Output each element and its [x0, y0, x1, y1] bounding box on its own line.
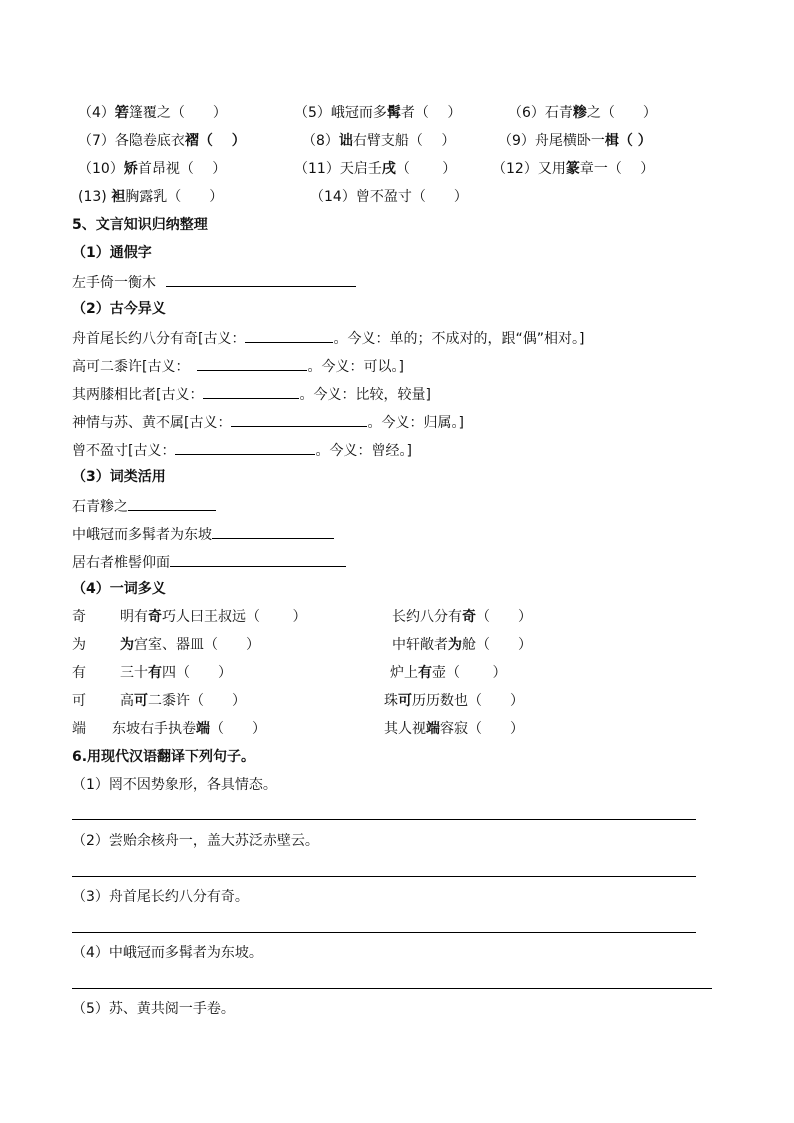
section6-title: 6.用现代汉语翻译下列句子。	[72, 749, 256, 765]
yici-right: 长约八分有奇（ ）	[392, 609, 532, 625]
yici-char: 端	[72, 721, 86, 737]
answer-line[interactable]	[72, 988, 712, 989]
translate-item-2: （2）尝贻余核舟一，盖大苏泛赤壁云。	[72, 833, 319, 849]
tongjiazi-heading: （1）通假字	[72, 245, 152, 261]
answer-blank[interactable]	[231, 411, 367, 427]
translate-item-4: （4）中峨冠而多髯者为东坡。	[72, 945, 263, 961]
q4-item-11: （11）天启壬戌（ ）	[294, 161, 457, 177]
answer-line[interactable]	[72, 932, 696, 933]
yici-char: 可	[72, 693, 86, 709]
answer-blank[interactable]	[128, 495, 216, 511]
q4-item-8: （8）诎右臂支船（ ）	[302, 133, 456, 149]
gujin-line-5: 曾不盈寸[古义： 。今义：曾经。]	[72, 439, 412, 461]
tongjiazi-line: 左手倚一衡木	[72, 271, 356, 293]
yici-left: 三十有四（ ）	[120, 665, 232, 681]
cilei-line-2: 中峨冠而多髯者为东坡	[72, 523, 334, 545]
translate-item-1: （1）罔不因势象形，各具情态。	[72, 777, 277, 793]
translate-item-3: （3）舟首尾长约八分有奇。	[72, 889, 249, 905]
yici-left: 明有奇巧人曰王叔远（ ）	[120, 609, 307, 625]
gujin-line-1: 舟首尾长约八分有奇[古义： 。今义：单的；不成对的，跟“偶”相对。]	[72, 327, 584, 349]
cilei-line-1: 石青糁之	[72, 495, 216, 517]
q4-item-9: （9）舟尾横卧一楫（ ）	[498, 133, 652, 149]
q4-item-5: （5）峨冠而多髯者（ ）	[294, 105, 462, 121]
yici-left: 为宫室、器皿（ ）	[120, 637, 260, 653]
answer-blank[interactable]	[166, 271, 356, 287]
gujin-line-4: 神情与苏、黄不属[古义： 。今义：归属。]	[72, 411, 464, 433]
cilei-heading: （3）词类活用	[72, 469, 166, 485]
answer-blank[interactable]	[197, 355, 307, 371]
q4-item-6: （6）石青糁之（ ）	[508, 105, 657, 121]
q4-item-13: (13) 袒胸露乳（ ）	[78, 189, 224, 205]
yici-right: 珠可历历数也（ ）	[384, 693, 524, 709]
answer-line[interactable]	[72, 876, 696, 877]
yici-right: 中轩敞者为舱（ ）	[392, 637, 532, 653]
q4-item-10: （10）矫首昂视（ ）	[78, 161, 227, 177]
answer-blank[interactable]	[170, 551, 346, 567]
answer-blank[interactable]	[203, 383, 299, 399]
yici-left: 高可二黍许（ ）	[120, 693, 246, 709]
yici-left: 东坡右手执卷端（ ）	[112, 721, 266, 737]
yici-right: 炉上有壶（ ）	[390, 665, 507, 681]
gujin-line-3: 其两膝相比者[古义： 。今义：比较，较量]	[72, 383, 431, 405]
q4-item-7: （7）各隐卷底衣褶（ ）	[78, 133, 246, 149]
q4-item-14: （14）曾不盈寸（ ）	[310, 189, 468, 205]
answer-blank[interactable]	[212, 523, 334, 539]
yici-char: 奇	[72, 609, 86, 625]
translate-item-5: （5）苏、黄共阅一手卷。	[72, 1001, 235, 1017]
yici-char: 为	[72, 637, 86, 653]
gujin-heading: （2）古今异义	[72, 301, 166, 317]
q4-item-4: （4）箬篷覆之（ ）	[78, 105, 227, 121]
gujin-line-2: 高可二黍许[古义： 。今义：可以。]	[72, 355, 404, 377]
answer-blank[interactable]	[245, 327, 333, 343]
answer-line[interactable]	[72, 819, 696, 820]
yiciduoyi-heading: （4）一词多义	[72, 581, 166, 597]
section5-title: 5、文言知识归纳整理	[72, 217, 208, 233]
cilei-line-3: 居右者椎髻仰面	[72, 551, 346, 573]
q4-item-12: （12）又用篆章一（ ）	[492, 161, 655, 177]
yici-char: 有	[72, 665, 86, 681]
yici-right: 其人视端容寂（ ）	[384, 721, 524, 737]
answer-blank[interactable]	[175, 439, 315, 455]
